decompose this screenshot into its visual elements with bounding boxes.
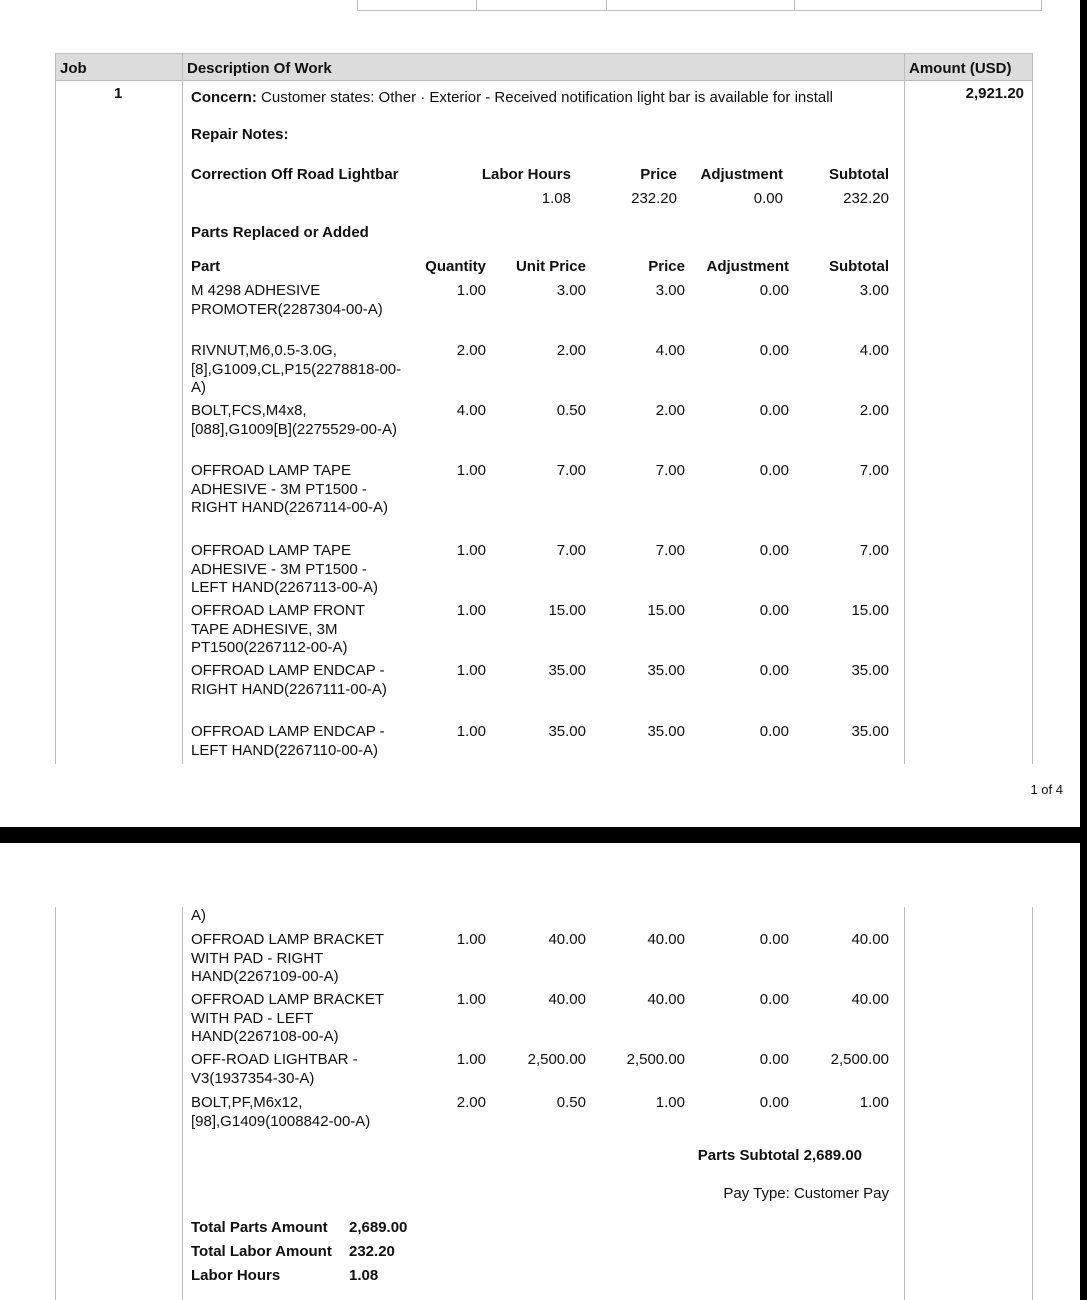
part-adjustment: 0.00 [759,1051,789,1068]
part-subtotal: 15.00 [851,602,889,619]
table-border [182,907,183,1300]
subtotal-header: Subtotal [829,166,889,183]
part-unit-price: 15.00 [548,602,586,619]
repair-notes-label: Repair Notes: [191,126,289,143]
part-price: 40.00 [647,931,685,948]
part-price: 35.00 [647,723,685,740]
part-quantity: 2.00 [456,342,486,359]
labor-price-value: 232.20 [631,190,677,207]
labor-hours-value: 1.08 [541,190,571,207]
part-adjustment: 0.00 [759,542,789,559]
table-border-right [1032,81,1033,764]
part-subtotal: 35.00 [851,662,889,679]
part-price: 2.00 [655,402,685,419]
part-adjustment: 0.00 [759,402,789,419]
part-name: OFFROAD LAMP TAPE ADHESIVE - 3M PT1500 - LEFT HAND(2267113-00-A) [191,542,379,597]
parts-title: Parts Replaced or Added [191,224,369,241]
price-header: Price [640,166,677,183]
total-label: Total Parts Amount [191,1219,328,1236]
part-adjustment: 0.00 [759,723,789,740]
correction-label: Correction Off Road Lightbar [191,166,399,183]
part-subtotal: 1.00 [859,1094,889,1111]
header-divider [182,53,183,81]
table-border [182,81,183,764]
job-column-header: Job [60,60,87,77]
part-quantity: 2.00 [456,1094,486,1111]
part-unit-price: 0.50 [556,402,586,419]
concern-label: Concern: [191,89,257,106]
part-quantity: 1.00 [456,723,486,740]
part-quantity: 1.00 [456,991,486,1008]
job-number: 1 [114,85,123,102]
part-column-header: Part [191,258,221,275]
unit-price-column-header: Unit Price [515,258,586,275]
part-adjustment: 0.00 [759,462,789,479]
part-quantity: 1.00 [456,931,486,948]
part-subtotal: 40.00 [851,931,889,948]
part-price: 4.00 [655,342,685,359]
prev-table-border [357,10,1042,11]
table-border [904,907,905,1300]
part-quantity: 1.00 [456,462,486,479]
concern-line [191,89,833,108]
part-name: OFFROAD LAMP TAPE ADHESIVE - 3M PT1500 - RIGHT HAND(2267114-00-A) [191,462,389,517]
job-amount: 2,921.20 [965,85,1024,102]
parts-subtotal [698,1147,862,1166]
part-subtotal: 7.00 [859,542,889,559]
parts-subtotal-label: Parts Subtotal [697,1147,800,1164]
part-quantity: 1.00 [456,1051,486,1068]
part-name: OFFROAD LAMP ENDCAP - LEFT HAND(2267110-00-A) [191,723,385,759]
part-unit-price: 40.00 [548,991,586,1008]
table-border-left [55,907,56,1300]
part-subtotal: 40.00 [851,991,889,1008]
part-unit-price: 2.00 [556,342,586,359]
part-subtotal: 35.00 [851,723,889,740]
part-name: OFFROAD LAMP BRACKET WITH PAD - LEFT HAND(2267108-00-A) [191,991,384,1046]
part-unit-price: 35.00 [548,723,586,740]
labor-adjustment-value: 0.00 [753,190,783,207]
part-unit-price: 0.50 [556,1094,586,1111]
part-price: 7.00 [655,542,685,559]
part-unit-price: 7.00 [556,462,586,479]
part-unit-price: 3.00 [556,282,586,299]
part-price: 40.00 [647,991,685,1008]
table-header [55,53,1033,81]
part-name: M 4298 ADHESIVE PROMOTER(2287304-00-A) [191,282,383,318]
part-name: BOLT,FCS,M4x8,[088],G1009[B](2275529-00-A) [191,402,397,438]
part-price: 7.00 [655,462,685,479]
part-quantity: 1.00 [456,282,486,299]
labor-hours-header: Labor Hours [481,166,571,183]
part-subtotal: 2,500.00 [830,1051,889,1068]
pay-type: Pay Type: Customer Pay [723,1185,889,1202]
part-name: OFF-ROAD LIGHTBAR - V3(1937354-30-A) [191,1051,358,1087]
part-name: RIVNUT,M6,0.5-3.0G,[8],G1009,CL,P15(2278818-00-A) [191,342,402,397]
part-adjustment: 0.00 [759,602,789,619]
part-unit-price: 7.00 [556,542,586,559]
total-value: 232.20 [349,1243,395,1260]
total-label: Labor Hours [191,1267,281,1284]
header-divider [904,53,905,81]
labor-subtotal-value: 232.20 [843,190,889,207]
part-name: OFFROAD LAMP FRONT TAPE ADHESIVE, 3M PT1500(2267112-00-A) [191,602,365,657]
part-adjustment: 0.00 [759,991,789,1008]
subtotal-column-header: Subtotal [829,258,889,275]
part-subtotal: 4.00 [859,342,889,359]
part-subtotal: 2.00 [859,402,889,419]
total-value: 2,689.00 [349,1219,408,1236]
part-quantity: 1.00 [456,662,486,679]
description-column-header: Description Of Work [187,60,332,77]
part-unit-price: 2,500.00 [527,1051,586,1068]
table-border-right [1032,907,1033,1300]
total-label: Total Labor Amount [191,1243,332,1260]
parts-subtotal-value: 2,689.00 [803,1147,862,1164]
total-value: 1.08 [349,1267,379,1284]
table-border-left [55,81,56,764]
part-name: BOLT,PF,M6x12,[98],G1409(1008842-00-A) [191,1094,371,1130]
part-price: 1.00 [655,1094,685,1111]
part-adjustment: 0.00 [759,342,789,359]
part-price: 3.00 [655,282,685,299]
part-adjustment: 0.00 [759,931,789,948]
part-price: 2,500.00 [626,1051,685,1068]
part-quantity: 1.00 [456,602,486,619]
part-name: OFFROAD LAMP BRACKET WITH PAD - RIGHT HAND(2267109-00-A) [191,931,384,986]
part-name: OFFROAD LAMP ENDCAP - RIGHT HAND(2267111-00-A) [191,662,387,698]
quantity-column-header: Quantity [425,258,486,275]
part-quantity: 4.00 [456,402,486,419]
adjustment-column-header: Adjustment [706,258,789,275]
part-adjustment: 0.00 [759,1094,789,1111]
table-border [904,81,905,764]
part-price: 15.00 [647,602,685,619]
price-column-header: Price [648,258,685,275]
amount-column-header: Amount (USD) [909,60,1012,77]
part-subtotal: 3.00 [859,282,889,299]
part-adjustment: 0.00 [759,662,789,679]
part-subtotal: 7.00 [859,462,889,479]
adjustment-header: Adjustment [700,166,783,183]
part-price: 35.00 [647,662,685,679]
document-page-2 [0,843,1080,1300]
page-number: 1 of 4 [1030,782,1063,797]
part-unit-price: 40.00 [548,931,586,948]
part-name-continuation: A) [191,907,206,924]
part-adjustment: 0.00 [759,282,789,299]
part-quantity: 1.00 [456,542,486,559]
concern-text: Customer states: Other · Exterior - Received notification light bar is available for install [261,89,833,106]
part-unit-price: 35.00 [548,662,586,679]
